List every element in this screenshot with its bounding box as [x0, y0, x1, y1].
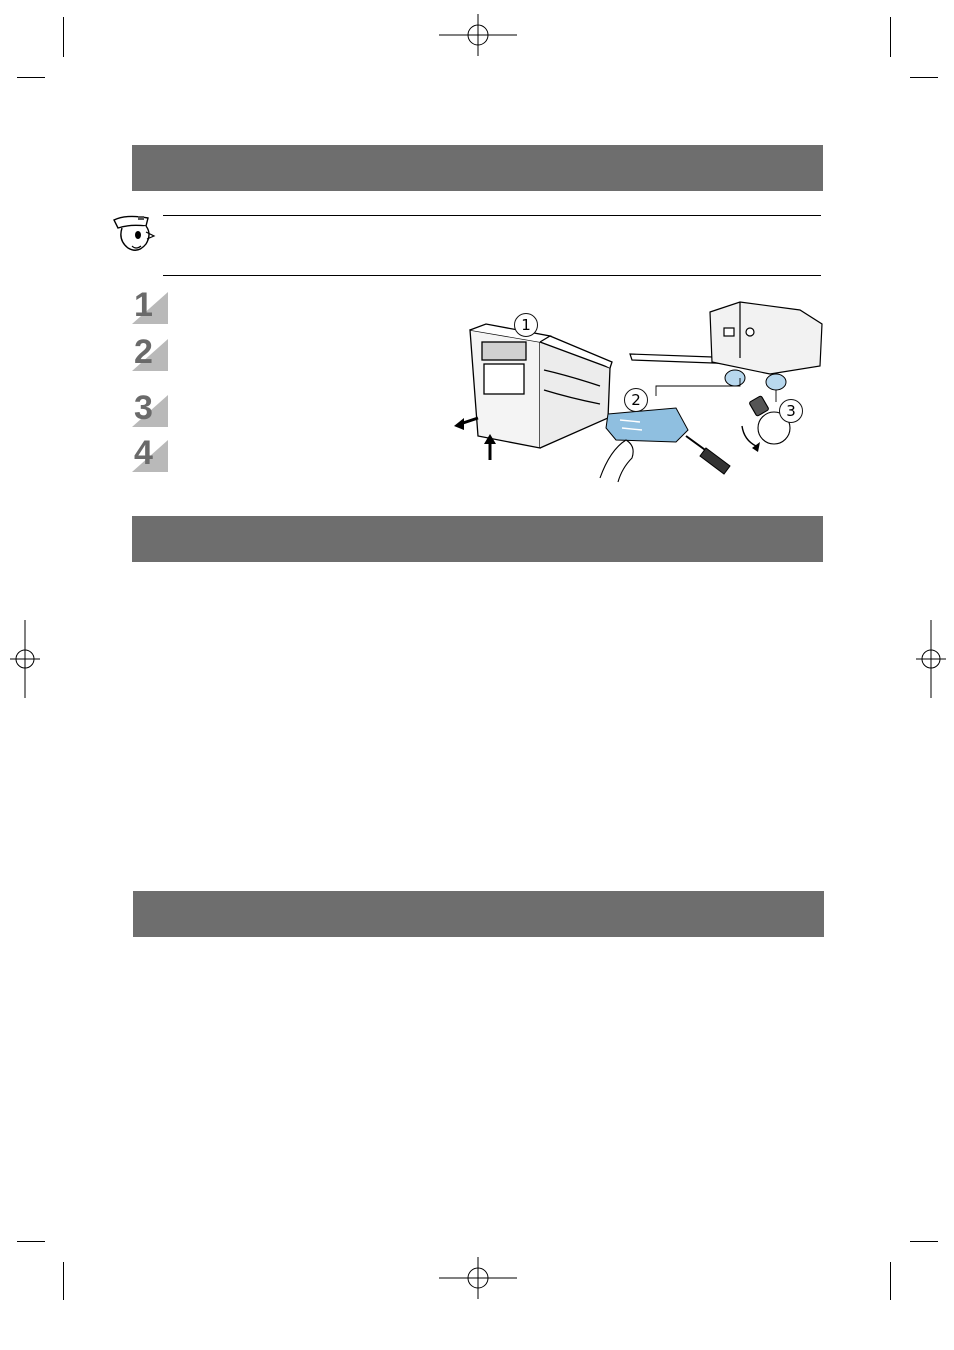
crop-mark-bottom-left-vertical: [63, 1262, 64, 1300]
registration-crosshair-icon: [439, 1257, 517, 1299]
lamp-cover-illustration: [606, 408, 688, 442]
note-mascot-icon: [108, 210, 158, 256]
step-number: 2: [134, 333, 152, 371]
section-header-bar-1: [132, 145, 823, 191]
crop-mark-top-right-vertical: [890, 17, 891, 57]
step-number: 1: [134, 286, 152, 324]
crop-mark-top-right-horizontal: [910, 77, 938, 78]
figure-callout-3: 3: [779, 399, 803, 423]
registration-crosshair-icon: [10, 620, 40, 698]
section-header-bar-3: [133, 891, 824, 937]
drawer-illustration: [470, 324, 612, 448]
note-rule-top: [163, 215, 821, 216]
step-2-badge: [130, 333, 170, 373]
step-1-badge: [130, 286, 170, 326]
note-rule-bottom: [163, 275, 821, 276]
registration-crosshair-icon: [916, 620, 946, 698]
section-header-bar-2: [132, 516, 823, 562]
step-3-badge: [130, 389, 170, 429]
crop-mark-bottom-left-horizontal: [17, 1241, 45, 1242]
lamp-housing-illustration: [630, 302, 822, 374]
crop-mark-bottom-right-horizontal: [910, 1241, 938, 1242]
figure-callout-1: 1: [514, 313, 538, 337]
crop-mark-bottom-right-vertical: [890, 1262, 891, 1300]
crop-mark-top-left-horizontal: [17, 77, 45, 78]
figure-callout-2: 2: [624, 388, 648, 412]
step-4-badge: [130, 434, 170, 474]
registration-crosshair-icon: [439, 14, 517, 56]
step-number: 3: [134, 389, 152, 427]
step-number: 4: [134, 434, 152, 472]
crop-mark-top-left-vertical: [63, 17, 64, 57]
